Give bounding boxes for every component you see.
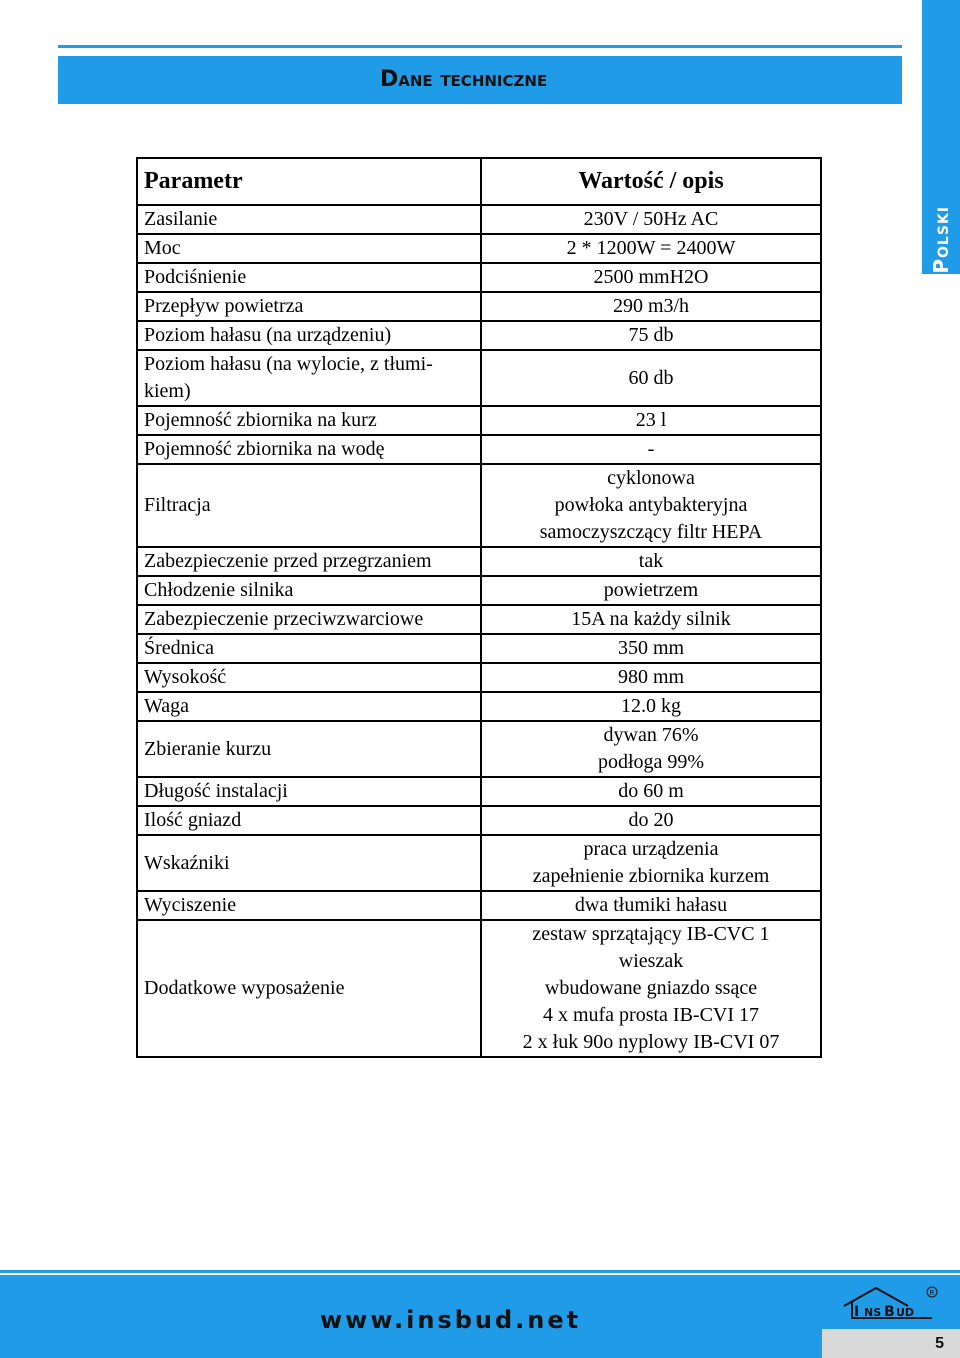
- param-cell: [137, 920, 481, 1057]
- table-row: [137, 692, 821, 721]
- value-text: wbudowane gniazdo ssące: [544, 977, 758, 999]
- value-text: dwa tłumiki hałasu: [574, 894, 728, 916]
- value-cell: [481, 835, 821, 891]
- param-cell: [137, 321, 481, 350]
- table-row: [137, 777, 821, 806]
- table-row: [137, 234, 821, 263]
- table-row: [137, 435, 821, 464]
- value-text: 350 mm: [617, 637, 685, 659]
- param-cell: [137, 435, 481, 464]
- param-cell: [137, 547, 481, 576]
- param-text: Zasilanie: [144, 208, 218, 230]
- value-cell: [481, 663, 821, 692]
- table-row: [137, 663, 821, 692]
- param-cell: [137, 406, 481, 435]
- param-text: Pojemność zbiornika na wodę: [144, 438, 385, 460]
- value-cell: [481, 920, 821, 1057]
- spec-table-body: [137, 205, 821, 1057]
- param-cell: [137, 891, 481, 920]
- value-text: cyklonowa: [607, 467, 695, 489]
- param-text: Filtracja: [144, 494, 211, 516]
- table-row: [137, 547, 821, 576]
- value-text: tak: [638, 550, 664, 572]
- param-cell: [137, 692, 481, 721]
- param-text: Długość instalacji: [144, 780, 288, 802]
- param-text: Wyciszenie: [144, 894, 237, 916]
- page-title: Dane techniczne: [380, 67, 548, 92]
- svg-text:UD: UD: [896, 1306, 915, 1319]
- param-text: Zabezpieczenie przed przegrzaniem: [144, 550, 432, 572]
- value-text: powłoka antybakteryjna: [554, 494, 748, 516]
- column-header-value: Wartość / opis: [481, 158, 821, 205]
- param-text: kiem): [144, 380, 191, 402]
- value-cell: [481, 576, 821, 605]
- value-cell: [481, 321, 821, 350]
- table-row: [137, 605, 821, 634]
- param-text: Zbieranie kurzu: [144, 737, 272, 760]
- insbud-logo: [840, 1282, 940, 1324]
- param-text: Ilość gniazd: [144, 809, 242, 831]
- value-text: do 20: [628, 809, 674, 831]
- param-text: Zabezpieczenie przeciwzwarciowe: [144, 608, 424, 630]
- value-cell: [481, 891, 821, 920]
- value-cell: [481, 464, 821, 547]
- value-cell: [481, 806, 821, 835]
- table-row: [137, 835, 821, 891]
- value-cell: [481, 547, 821, 576]
- value-text: wieszak: [618, 950, 684, 972]
- param-text: Pojemność zbiornika na kurz: [144, 409, 377, 431]
- svg-text:I: I: [854, 1304, 860, 1320]
- language-tab: [922, 0, 960, 274]
- value-cell: [481, 435, 821, 464]
- param-text: Waga: [144, 695, 190, 717]
- param-cell: [137, 605, 481, 634]
- value-text: zestaw sprzątający IB-CVC 1: [532, 923, 770, 945]
- param-text: Poziom hałasu (na urządzeniu): [144, 324, 392, 346]
- param-text: Średnica: [144, 637, 214, 659]
- param-text: Wskaźniki: [144, 851, 230, 874]
- language-label: Polski: [929, 206, 953, 274]
- value-cell: [481, 205, 821, 234]
- table-row: [137, 406, 821, 435]
- param-cell: [137, 721, 481, 777]
- param-cell: [137, 205, 481, 234]
- param-cell: [137, 634, 481, 663]
- param-cell: [137, 292, 481, 321]
- value-text: podłoga 99%: [597, 751, 705, 773]
- value-text: 980 mm: [617, 666, 685, 688]
- table-row: [137, 350, 821, 406]
- page-number-box: [822, 1329, 960, 1358]
- value-cell: [481, 406, 821, 435]
- value-cell: [481, 605, 821, 634]
- header-rule: [58, 45, 902, 48]
- svg-text:R: R: [929, 1289, 935, 1297]
- param-cell: [137, 806, 481, 835]
- svg-text:NS: NS: [864, 1306, 882, 1319]
- value-text: 290 m3/h: [612, 295, 690, 317]
- value-text: do 60 m: [618, 780, 684, 802]
- param-cell: [137, 263, 481, 292]
- column-header-param: Parametr: [137, 158, 481, 205]
- value-text: 2 x łuk 90o nyplowy IB-CVI 07: [522, 1031, 780, 1053]
- value-text: 23 l: [635, 409, 667, 431]
- param-cell: [137, 234, 481, 263]
- value-cell: [481, 234, 821, 263]
- value-text: praca urządzenia: [583, 838, 719, 860]
- value-text: 230V / 50Hz AC: [583, 208, 719, 230]
- param-text: Wysokość: [144, 666, 227, 688]
- value-cell: [481, 634, 821, 663]
- value-cell: [481, 292, 821, 321]
- value-text: 75 db: [628, 324, 674, 346]
- table-row: [137, 321, 821, 350]
- table-header-row: [137, 158, 821, 205]
- param-cell: [137, 835, 481, 891]
- param-cell: [137, 464, 481, 547]
- value-cell: [481, 777, 821, 806]
- value-cell: [481, 263, 821, 292]
- value-text: 12.0 kg: [621, 695, 681, 717]
- footer-stripe: [0, 1270, 960, 1273]
- table-row: [137, 634, 821, 663]
- value-text: 60 db: [628, 366, 674, 389]
- value-cell: [481, 350, 821, 406]
- param-text: Dodatkowe wyposażenie: [144, 977, 345, 999]
- param-cell: [137, 777, 481, 806]
- param-text: Przepływ powietrza: [144, 295, 304, 317]
- website-url[interactable]: www.insbud.net: [320, 1306, 582, 1334]
- spec-table: [136, 157, 822, 1058]
- param-text: Podciśnienie: [144, 266, 247, 288]
- value-text: dywan 76%: [603, 724, 699, 746]
- page-number: 5: [935, 1335, 944, 1352]
- table-row: [137, 464, 821, 547]
- value-cell: [481, 721, 821, 777]
- param-text: Chłodzenie silnika: [144, 579, 294, 601]
- param-text: Poziom hałasu (na wylocie, z tłumi-: [144, 353, 433, 375]
- param-cell: [137, 576, 481, 605]
- value-text: 4 x mufa prosta IB-CVI 17: [542, 1004, 760, 1026]
- param-text: Moc: [144, 237, 181, 259]
- table-row: [137, 576, 821, 605]
- value-text: powietrzem: [603, 579, 699, 601]
- table-row: [137, 292, 821, 321]
- table-row: [137, 806, 821, 835]
- value-text: 2 * 1200W = 2400W: [566, 237, 736, 259]
- value-text: samoczyszczący filtr HEPA: [539, 521, 763, 543]
- table-row: [137, 263, 821, 292]
- table-row: [137, 205, 821, 234]
- value-text: -: [647, 438, 655, 460]
- svg-text:B: B: [884, 1304, 895, 1320]
- table-row: [137, 721, 821, 777]
- param-cell: [137, 350, 481, 406]
- value-text: zapełnienie zbiornika kurzem: [532, 865, 770, 887]
- table-row: [137, 920, 821, 1057]
- value-text: 2500 mmH2O: [593, 266, 709, 288]
- table-row: [137, 891, 821, 920]
- value-text: 15A na każdy silnik: [571, 608, 731, 630]
- param-cell: [137, 663, 481, 692]
- value-cell: [481, 692, 821, 721]
